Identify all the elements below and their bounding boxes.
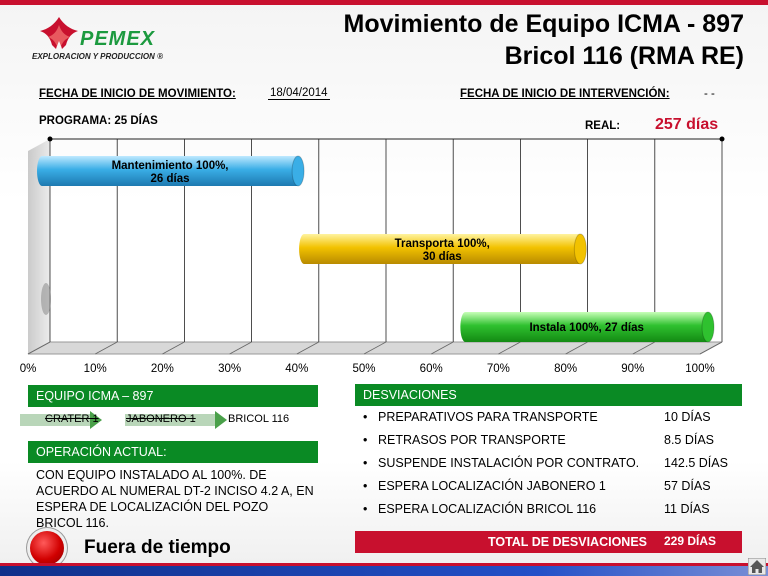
total-desviaciones-value: 229 DÍAS: [664, 534, 717, 548]
desviacion-item: [363, 433, 743, 451]
bar-label: 26 días: [150, 173, 190, 185]
chart-tick-label: 70%: [486, 363, 510, 375]
desviaciones-header: DESVIACIONES: [355, 384, 742, 406]
desviacion-text: SUSPENDE INSTALACIÓN POR CONTRATO.: [378, 456, 640, 470]
bullet: •: [363, 410, 368, 424]
bar-label: 30 días: [422, 251, 462, 263]
desviacion-item: [363, 502, 743, 520]
bar-cap-left: [299, 234, 309, 264]
desviacion-text: PREPARATIVOS PARA TRANSPORTE: [378, 410, 598, 424]
total-desviaciones-bar: [355, 531, 742, 553]
fecha-intervencion-label: FECHA DE INICIO DE INTERVENCIÓN:: [460, 88, 670, 100]
bar-label: Transporta 100%,: [394, 238, 490, 250]
bar-label: Instala 100%, 27 días: [529, 322, 644, 334]
bar-cap-right: [292, 156, 304, 186]
desviacion-days: 11 DÍAS: [664, 502, 710, 516]
fecha-intervencion-value: - -: [704, 88, 715, 100]
chart-tick-label: 100%: [685, 363, 715, 375]
desviacion-item: [363, 456, 743, 474]
bar-label: Mantenimiento 100%,: [111, 160, 229, 172]
home-icon[interactable]: [748, 558, 766, 575]
fecha-inicio-value: 18/04/2014: [270, 87, 328, 99]
bullet: •: [363, 456, 368, 470]
fecha-inicio-label: FECHA DE INICIO DE MOVIMIENTO:: [39, 88, 236, 100]
chart-tick-label: 60%: [419, 363, 443, 375]
bar-transporta: [299, 234, 586, 264]
status-indicator-icon: [30, 531, 64, 565]
bar-cap-right: [574, 234, 586, 264]
bar-cap-left: [460, 312, 470, 342]
chart-tick-label: 10%: [83, 363, 107, 375]
total-desviaciones-label: TOTAL DE DESVIACIONES: [487, 535, 647, 549]
bullet: •: [363, 479, 368, 493]
step-crater-1: CRATER 1: [45, 413, 99, 425]
desviacion-text: ESPERA LOCALIZACIÓN BRICOL 116: [378, 502, 597, 516]
bar-cap-left: [37, 156, 47, 186]
chart-tick-label: 30%: [218, 363, 242, 375]
bar-instala: [460, 312, 714, 342]
chart-marker-start: [48, 137, 53, 142]
step-jabonero-1: JABONERO 1: [126, 413, 196, 425]
bar-mantenimiento: [37, 156, 304, 186]
desviacion-days: 10 DÍAS: [664, 410, 711, 424]
programa-label: PROGRAMA: 25 DÍAS: [39, 115, 158, 127]
desviacion-text: ESPERA LOCALIZACIÓN JABONERO 1: [378, 479, 606, 493]
desviacion-days: 142.5 DÍAS: [664, 456, 728, 470]
chart-tick-label: 0%: [19, 363, 37, 375]
chart-tick-label: 40%: [285, 363, 309, 375]
eagle-logo-icon: [34, 15, 84, 53]
page-title-line-1: Movimiento de Equipo ICMA - 897: [343, 10, 744, 38]
bullet: •: [363, 502, 368, 516]
status-text: Fuera de tiempo: [84, 537, 231, 558]
bullet: •: [363, 433, 368, 447]
page-title-line-2: Bricol 116 (RMA RE): [504, 42, 744, 70]
chart-marker-end: [720, 137, 725, 142]
real-label: REAL:: [585, 120, 621, 132]
chart-tick-label: 90%: [621, 363, 645, 375]
desviacion-text: RETRASOS POR TRANSPORTE: [378, 433, 566, 447]
chart-tick-label: 50%: [352, 363, 376, 375]
operacion-header: OPERACIÓN ACTUAL:: [28, 441, 318, 463]
desviacion-item: [363, 410, 743, 428]
equipo-header: EQUIPO ICMA – 897: [28, 385, 318, 407]
bar-cap-right: [702, 312, 714, 342]
chart-tick-label: 80%: [554, 363, 578, 375]
operacion-text: CON EQUIPO INSTALADO AL 100%. DE ACUERDO AL NUMERAL DT-2 INCISO 4.2 A, EN ESPERA DE LOCALIZACIÓN DEL POZO BRICOL 116.: [36, 468, 314, 530]
real-value: 257 días: [655, 116, 719, 133]
top-accent-bar: [0, 0, 768, 5]
desviacion-item: [363, 479, 743, 497]
desviacion-days: 8.5 DÍAS: [664, 433, 715, 447]
logo-subtitle: EXPLORACION Y PRODUCCION ®: [32, 52, 163, 61]
chart-empty-bar: [41, 283, 51, 315]
chart-tick-label: 20%: [150, 363, 174, 375]
footer-bar: [0, 566, 768, 576]
desviacion-days: 57 DÍAS: [664, 479, 711, 493]
step-bricol-116: BRICOL 116: [228, 413, 290, 425]
progress-chart: [0, 128, 768, 380]
logo-wordmark: PEMEX: [80, 28, 156, 50]
